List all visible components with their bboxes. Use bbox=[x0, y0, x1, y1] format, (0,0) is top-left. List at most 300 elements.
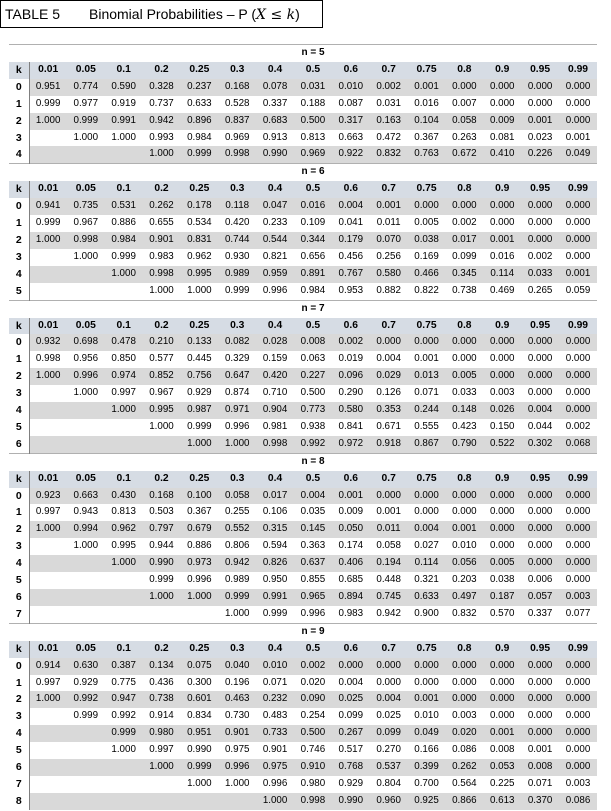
probability-cell: 0.967 bbox=[143, 385, 181, 402]
k-value: 3 bbox=[9, 385, 29, 402]
probability-cell: 0.969 bbox=[218, 130, 256, 147]
probability-cell: 0.265 bbox=[521, 283, 559, 300]
probability-cell: 1.000 bbox=[105, 266, 143, 283]
n-label-spacer bbox=[9, 45, 29, 62]
probability-cell: 0.882 bbox=[370, 283, 408, 300]
probability-cell: 0.745 bbox=[370, 589, 408, 606]
probability-cell bbox=[67, 572, 105, 589]
probability-cell bbox=[67, 742, 105, 759]
probability-cell: 0.367 bbox=[408, 130, 446, 147]
probability-cell: 0.000 bbox=[559, 725, 597, 742]
probability-header: 0.2 bbox=[143, 318, 181, 335]
k-value: 3 bbox=[9, 708, 29, 725]
probability-cell: 0.370 bbox=[521, 793, 559, 810]
probability-header: 0.95 bbox=[521, 318, 559, 335]
probability-header: 0.05 bbox=[67, 181, 105, 198]
probability-cell: 0.078 bbox=[256, 79, 294, 96]
probability-cell: 0.997 bbox=[143, 742, 181, 759]
probability-cell bbox=[67, 146, 105, 163]
probability-header: 0.95 bbox=[521, 62, 559, 79]
k-value: 4 bbox=[9, 146, 29, 163]
probability-cell: 0.995 bbox=[105, 538, 143, 555]
probability-cell: 0.086 bbox=[559, 793, 597, 810]
probability-header: 0.6 bbox=[332, 641, 370, 658]
table-row bbox=[9, 232, 597, 249]
probability-cell: 0.746 bbox=[294, 742, 332, 759]
probability-cell bbox=[105, 606, 143, 623]
probability-cell: 0.000 bbox=[559, 402, 597, 419]
probability-cell: 0.109 bbox=[294, 215, 332, 232]
probability-cell: 0.000 bbox=[521, 708, 559, 725]
table-row bbox=[9, 368, 597, 385]
probability-cell: 0.000 bbox=[408, 504, 446, 521]
probability-cell: 0.710 bbox=[256, 385, 294, 402]
k-value: 0 bbox=[9, 334, 29, 351]
probability-cell: 0.483 bbox=[256, 708, 294, 725]
probability-cell: 0.971 bbox=[218, 402, 256, 419]
probability-cell: 0.345 bbox=[445, 266, 483, 283]
probability-header: 0.75 bbox=[408, 181, 446, 198]
probability-cell: 0.263 bbox=[445, 130, 483, 147]
probability-cell: 0.087 bbox=[332, 96, 370, 113]
probability-cell: 0.000 bbox=[559, 658, 597, 675]
probability-cell: 0.663 bbox=[332, 130, 370, 147]
k-value: 4 bbox=[9, 402, 29, 419]
probability-cell: 0.270 bbox=[370, 742, 408, 759]
probability-cell bbox=[180, 606, 218, 623]
probability-cell: 0.774 bbox=[67, 79, 105, 96]
probability-cell: 0.008 bbox=[294, 334, 332, 351]
probability-cell: 0.866 bbox=[445, 793, 483, 810]
probability-cell: 0.580 bbox=[370, 266, 408, 283]
k-value: 0 bbox=[9, 198, 29, 215]
probability-cell: 0.938 bbox=[294, 419, 332, 436]
probability-header: 0.99 bbox=[559, 641, 597, 658]
probability-cell: 0.118 bbox=[218, 198, 256, 215]
k-value: 2 bbox=[9, 521, 29, 538]
probability-cell: 0.000 bbox=[408, 488, 446, 505]
probability-cell: 0.000 bbox=[521, 232, 559, 249]
probability-cell: 0.672 bbox=[445, 146, 483, 163]
probability-cell: 0.133 bbox=[180, 334, 218, 351]
probability-cell: 0.867 bbox=[408, 436, 446, 453]
probability-cell: 0.000 bbox=[559, 96, 597, 113]
probability-cell: 0.053 bbox=[483, 759, 521, 776]
probability-cell: 0.996 bbox=[256, 283, 294, 300]
probability-cell: 0.953 bbox=[332, 283, 370, 300]
table-row bbox=[9, 555, 597, 572]
probability-cell: 1.000 bbox=[143, 589, 181, 606]
probability-cell: 0.663 bbox=[67, 488, 105, 505]
probability-cell: 0.178 bbox=[180, 198, 218, 215]
probability-cell bbox=[29, 419, 67, 436]
probability-cell: 0.647 bbox=[218, 368, 256, 385]
table-title bbox=[89, 6, 300, 23]
probability-cell: 0.466 bbox=[408, 266, 446, 283]
table-row bbox=[9, 658, 597, 675]
probability-cell: 0.633 bbox=[180, 96, 218, 113]
table-row bbox=[9, 130, 597, 147]
probability-cell: 0.977 bbox=[67, 96, 105, 113]
probability-header: 0.7 bbox=[370, 62, 408, 79]
probability-cell: 1.000 bbox=[180, 283, 218, 300]
probability-cell: 0.081 bbox=[483, 130, 521, 147]
probability-cell: 0.000 bbox=[370, 675, 408, 692]
probability-header: 0.4 bbox=[256, 318, 294, 335]
probability-cell: 0.497 bbox=[445, 589, 483, 606]
probability-cell: 0.962 bbox=[105, 521, 143, 538]
probability-cell: 0.656 bbox=[294, 249, 332, 266]
probability-cell: 0.993 bbox=[143, 130, 181, 147]
probability-header: 0.6 bbox=[332, 62, 370, 79]
probability-cell: 0.003 bbox=[559, 589, 597, 606]
k-value: 8 bbox=[9, 793, 29, 810]
probability-header: 0.2 bbox=[143, 181, 181, 198]
probability-cell: 0.406 bbox=[332, 555, 370, 572]
probability-cell: 0.683 bbox=[256, 113, 294, 130]
probability-cell: 0.555 bbox=[408, 419, 446, 436]
probability-cell: 0.315 bbox=[256, 521, 294, 538]
probability-cell bbox=[29, 249, 67, 266]
probability-cell: 0.942 bbox=[370, 606, 408, 623]
probability-cell: 0.000 bbox=[559, 555, 597, 572]
header-row bbox=[9, 181, 597, 198]
probability-cell: 0.472 bbox=[370, 130, 408, 147]
probability-cell: 0.145 bbox=[294, 521, 332, 538]
probability-cell: 0.951 bbox=[180, 725, 218, 742]
probability-cell: 0.999 bbox=[105, 725, 143, 742]
probability-header: 0.99 bbox=[559, 318, 597, 335]
probability-header: 0.4 bbox=[256, 641, 294, 658]
k-value: 5 bbox=[9, 419, 29, 436]
probability-cell: 0.005 bbox=[408, 215, 446, 232]
probability-cell: 0.552 bbox=[218, 521, 256, 538]
probability-header: 0.95 bbox=[521, 181, 559, 198]
probability-cell: 0.010 bbox=[256, 658, 294, 675]
k-value: 4 bbox=[9, 266, 29, 283]
probability-cell: 0.806 bbox=[218, 538, 256, 555]
header-row bbox=[9, 471, 597, 488]
probability-cell: 0.813 bbox=[294, 130, 332, 147]
probability-cell: 1.000 bbox=[143, 759, 181, 776]
probability-cell: 1.000 bbox=[180, 436, 218, 453]
probability-cell: 0.004 bbox=[370, 691, 408, 708]
probability-cell: 0.232 bbox=[256, 691, 294, 708]
probability-cell: 0.983 bbox=[143, 249, 181, 266]
probability-cell bbox=[29, 708, 67, 725]
binomial-table bbox=[9, 44, 597, 810]
probability-cell: 0.000 bbox=[559, 675, 597, 692]
probability-cell: 0.000 bbox=[559, 368, 597, 385]
table-row bbox=[9, 504, 597, 521]
probability-cell: 0.329 bbox=[218, 351, 256, 368]
table-row bbox=[9, 334, 597, 351]
probability-cell: 0.126 bbox=[370, 385, 408, 402]
probability-cell: 0.262 bbox=[143, 198, 181, 215]
probability-cell: 0.998 bbox=[143, 266, 181, 283]
probability-cell: 0.850 bbox=[105, 351, 143, 368]
probability-cell: 0.004 bbox=[294, 488, 332, 505]
probability-cell: 0.980 bbox=[294, 776, 332, 793]
probability-cell: 0.025 bbox=[332, 691, 370, 708]
probability-cell: 0.256 bbox=[370, 249, 408, 266]
probability-cell: 0.942 bbox=[143, 113, 181, 130]
probability-cell: 0.227 bbox=[294, 368, 332, 385]
probability-cell: 0.058 bbox=[445, 113, 483, 130]
probability-cell: 0.000 bbox=[521, 385, 559, 402]
probability-cell: 1.000 bbox=[105, 742, 143, 759]
probability-cell: 0.010 bbox=[332, 79, 370, 96]
probability-header: 0.7 bbox=[370, 641, 408, 658]
probability-cell bbox=[67, 283, 105, 300]
probability-cell: 0.159 bbox=[256, 351, 294, 368]
table-row bbox=[9, 725, 597, 742]
probability-cell: 0.744 bbox=[218, 232, 256, 249]
probability-cell: 0.990 bbox=[143, 555, 181, 572]
probability-cell bbox=[105, 793, 143, 810]
probability-cell: 0.000 bbox=[559, 708, 597, 725]
probability-cell: 0.001 bbox=[483, 725, 521, 742]
table-row bbox=[9, 146, 597, 163]
probability-cell: 0.996 bbox=[218, 419, 256, 436]
probability-cell: 0.000 bbox=[559, 759, 597, 776]
probability-cell: 0.099 bbox=[445, 249, 483, 266]
probability-cell: 0.943 bbox=[67, 504, 105, 521]
probability-cell: 1.000 bbox=[29, 113, 67, 130]
probability-cell: 0.896 bbox=[180, 113, 218, 130]
probability-cell: 0.999 bbox=[143, 572, 181, 589]
k-value: 3 bbox=[9, 130, 29, 147]
probability-cell: 0.613 bbox=[483, 793, 521, 810]
probability-cell: 0.004 bbox=[521, 402, 559, 419]
probability-cell: 0.026 bbox=[483, 402, 521, 419]
probability-cell: 1.000 bbox=[143, 283, 181, 300]
probability-cell: 0.001 bbox=[483, 232, 521, 249]
probability-header: 0.3 bbox=[218, 641, 256, 658]
probability-cell: 0.000 bbox=[559, 198, 597, 215]
probability-header: 0.8 bbox=[445, 318, 483, 335]
k-header: k bbox=[9, 181, 29, 198]
probability-header: 0.05 bbox=[67, 471, 105, 488]
probability-cell: 0.188 bbox=[294, 96, 332, 113]
probability-cell: 0.254 bbox=[294, 708, 332, 725]
probability-cell: 0.000 bbox=[483, 675, 521, 692]
probability-cell: 0.071 bbox=[256, 675, 294, 692]
probability-cell: 0.992 bbox=[105, 708, 143, 725]
probability-cell: 0.020 bbox=[294, 675, 332, 692]
probability-cell bbox=[105, 419, 143, 436]
table-row bbox=[9, 215, 597, 232]
probability-header: 0.2 bbox=[143, 62, 181, 79]
n-label-row bbox=[9, 453, 597, 470]
probability-cell: 0.006 bbox=[521, 572, 559, 589]
probability-header: 0.9 bbox=[483, 62, 521, 79]
probability-cell: 0.337 bbox=[256, 96, 294, 113]
probability-header: 0.7 bbox=[370, 471, 408, 488]
k-header: k bbox=[9, 641, 29, 658]
probability-header: 0.99 bbox=[559, 62, 597, 79]
probability-cell: 1.000 bbox=[29, 232, 67, 249]
probability-header: 0.05 bbox=[67, 62, 105, 79]
probability-cell: 0.630 bbox=[67, 658, 105, 675]
probability-cell: 0.148 bbox=[445, 402, 483, 419]
probability-cell: 0.984 bbox=[105, 232, 143, 249]
k-value: 1 bbox=[9, 351, 29, 368]
probability-header: 0.3 bbox=[218, 318, 256, 335]
probability-cell: 0.001 bbox=[521, 742, 559, 759]
probability-header: 0.9 bbox=[483, 641, 521, 658]
probability-cell: 1.000 bbox=[105, 555, 143, 572]
probability-cell: 0.831 bbox=[180, 232, 218, 249]
probability-cell: 0.763 bbox=[408, 146, 446, 163]
probability-cell: 0.941 bbox=[29, 198, 67, 215]
probability-cell: 0.090 bbox=[294, 691, 332, 708]
probability-cell: 0.000 bbox=[483, 538, 521, 555]
probability-cell: 0.445 bbox=[180, 351, 218, 368]
k-value: 1 bbox=[9, 215, 29, 232]
header-row bbox=[9, 62, 597, 79]
table-number: TABLE 5 bbox=[5, 6, 60, 22]
probability-cell bbox=[143, 436, 181, 453]
probability-cell: 0.500 bbox=[294, 725, 332, 742]
probability-cell: 0.000 bbox=[445, 488, 483, 505]
probability-cell: 0.999 bbox=[180, 146, 218, 163]
probability-cell: 0.594 bbox=[256, 538, 294, 555]
probability-cell: 1.000 bbox=[218, 606, 256, 623]
probability-cell: 0.929 bbox=[332, 776, 370, 793]
probability-cell: 0.007 bbox=[445, 96, 483, 113]
probability-cell bbox=[29, 555, 67, 572]
probability-cell: 0.016 bbox=[483, 249, 521, 266]
probability-cell: 0.000 bbox=[559, 113, 597, 130]
table-row bbox=[9, 572, 597, 589]
probability-cell bbox=[143, 606, 181, 623]
probability-header: 0.9 bbox=[483, 471, 521, 488]
probability-cell: 0.166 bbox=[408, 742, 446, 759]
probability-cell: 0.999 bbox=[180, 419, 218, 436]
probability-cell bbox=[29, 742, 67, 759]
title-prefix: Binomial Probabilities – P ( bbox=[89, 5, 257, 22]
probability-cell: 0.196 bbox=[218, 675, 256, 692]
probability-cell: 0.000 bbox=[445, 504, 483, 521]
probability-cell: 0.000 bbox=[408, 658, 446, 675]
probability-cell: 0.685 bbox=[332, 572, 370, 589]
table-row bbox=[9, 521, 597, 538]
header-row bbox=[9, 318, 597, 335]
n-label: n = 8 bbox=[29, 453, 597, 470]
probability-cell: 1.000 bbox=[67, 385, 105, 402]
probability-header: 0.5 bbox=[294, 471, 332, 488]
probability-cell: 0.009 bbox=[332, 504, 370, 521]
probability-cell: 1.000 bbox=[67, 130, 105, 147]
probability-cell: 0.000 bbox=[483, 334, 521, 351]
probability-cell: 0.031 bbox=[370, 96, 408, 113]
k-value: 1 bbox=[9, 504, 29, 521]
probability-cell: 0.998 bbox=[256, 436, 294, 453]
probability-cell: 0.000 bbox=[559, 334, 597, 351]
table-row bbox=[9, 385, 597, 402]
k-value: 3 bbox=[9, 538, 29, 555]
probability-cell: 0.210 bbox=[143, 334, 181, 351]
probability-cell: 0.000 bbox=[559, 538, 597, 555]
probability-cell: 0.956 bbox=[67, 351, 105, 368]
probability-cell: 0.923 bbox=[29, 488, 67, 505]
k-value: 2 bbox=[9, 232, 29, 249]
probability-cell bbox=[29, 759, 67, 776]
probability-cell: 0.972 bbox=[332, 436, 370, 453]
probability-cell: 0.929 bbox=[180, 385, 218, 402]
probability-cell bbox=[29, 130, 67, 147]
probability-cell bbox=[67, 402, 105, 419]
probability-cell: 0.998 bbox=[29, 351, 67, 368]
probability-cell: 0.004 bbox=[408, 521, 446, 538]
probability-cell: 0.000 bbox=[559, 521, 597, 538]
probability-cell: 0.226 bbox=[521, 146, 559, 163]
probability-cell: 0.100 bbox=[180, 488, 218, 505]
probability-cell: 0.000 bbox=[445, 675, 483, 692]
probability-cell: 0.000 bbox=[408, 198, 446, 215]
probability-cell: 0.225 bbox=[483, 776, 521, 793]
probability-cell: 0.522 bbox=[483, 436, 521, 453]
probability-cell: 0.063 bbox=[294, 351, 332, 368]
probability-cell bbox=[143, 793, 181, 810]
probability-cell: 0.420 bbox=[218, 215, 256, 232]
probability-cell: 0.000 bbox=[521, 555, 559, 572]
probability-cell: 0.531 bbox=[105, 198, 143, 215]
probability-cell: 0.003 bbox=[445, 708, 483, 725]
probability-cell: 0.020 bbox=[445, 725, 483, 742]
probability-cell: 0.000 bbox=[408, 334, 446, 351]
probability-cell: 0.071 bbox=[521, 776, 559, 793]
probability-cell: 0.000 bbox=[521, 198, 559, 215]
probability-cell: 0.000 bbox=[559, 572, 597, 589]
probability-cell: 0.134 bbox=[143, 658, 181, 675]
probability-cell: 0.500 bbox=[294, 113, 332, 130]
probability-cell: 0.203 bbox=[445, 572, 483, 589]
probability-cell: 0.577 bbox=[143, 351, 181, 368]
probability-cell bbox=[29, 146, 67, 163]
probability-cell: 0.290 bbox=[332, 385, 370, 402]
probability-cell: 0.040 bbox=[218, 658, 256, 675]
probability-cell: 0.000 bbox=[559, 232, 597, 249]
probability-cell: 0.058 bbox=[218, 488, 256, 505]
probability-cell: 0.996 bbox=[294, 606, 332, 623]
probability-cell: 0.999 bbox=[67, 708, 105, 725]
probability-cell: 0.023 bbox=[521, 130, 559, 147]
probability-cell: 0.534 bbox=[180, 215, 218, 232]
k-value: 7 bbox=[9, 776, 29, 793]
probability-cell: 0.011 bbox=[370, 215, 408, 232]
probability-cell: 0.500 bbox=[294, 385, 332, 402]
probability-cell: 0.000 bbox=[445, 79, 483, 96]
probability-cell: 0.038 bbox=[408, 232, 446, 249]
probability-cell: 0.000 bbox=[559, 691, 597, 708]
probability-cell: 0.984 bbox=[180, 130, 218, 147]
probability-header: 0.25 bbox=[180, 471, 218, 488]
probability-cell: 0.901 bbox=[256, 742, 294, 759]
probability-cell: 0.930 bbox=[218, 249, 256, 266]
probability-cell: 0.068 bbox=[559, 436, 597, 453]
probability-cell: 0.478 bbox=[105, 334, 143, 351]
probability-cell: 0.989 bbox=[218, 266, 256, 283]
probability-cell: 1.000 bbox=[105, 402, 143, 419]
probability-header: 0.05 bbox=[67, 318, 105, 335]
probability-cell: 0.735 bbox=[67, 198, 105, 215]
probability-cell: 0.969 bbox=[294, 146, 332, 163]
probability-cell: 0.049 bbox=[408, 725, 446, 742]
probability-cell: 0.004 bbox=[332, 198, 370, 215]
probability-cell: 0.967 bbox=[67, 215, 105, 232]
